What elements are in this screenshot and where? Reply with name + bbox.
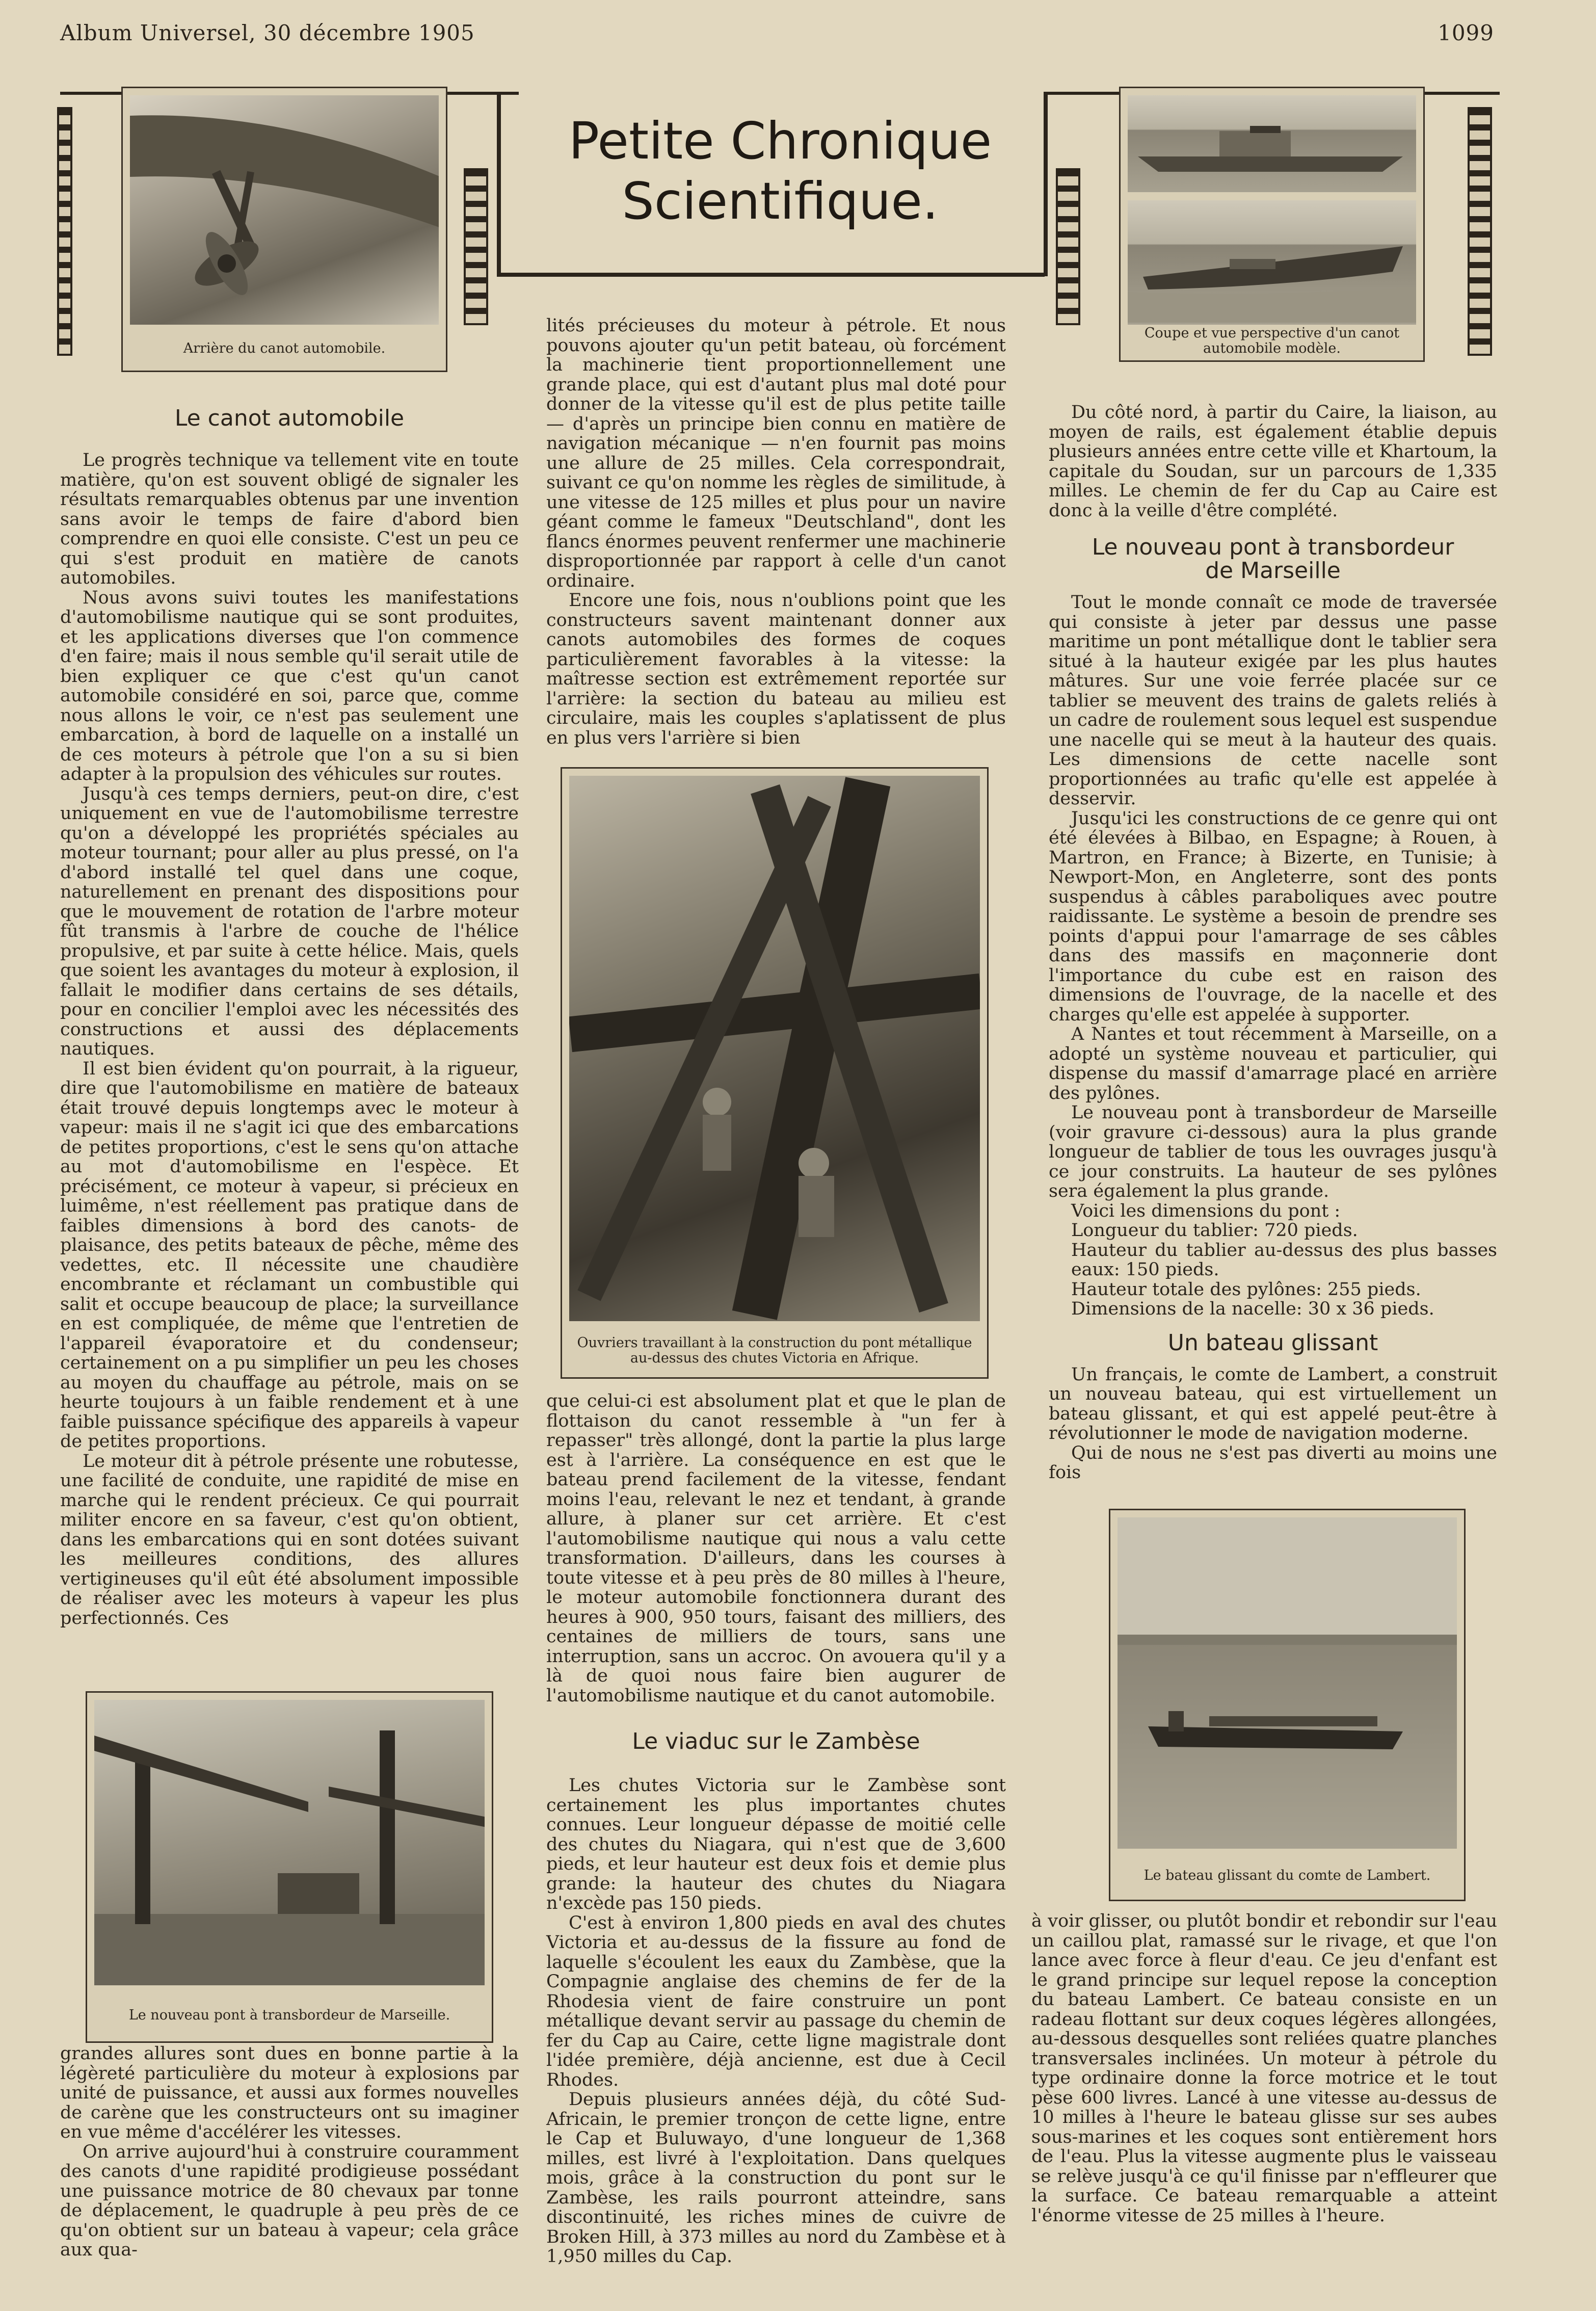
column-3 xyxy=(1049,403,1497,1483)
dimension-line: Hauteur du tablier au-dessus des plus basses eaux: 150 pieds. xyxy=(1071,1240,1497,1280)
paragraph: Le moteur dit à pétrole présente une robutesse, une facilité de conduite, une rapidité de mise en marche qui le rendent précieux. Ce qui pourrait militer encore en sa faveur, c'est qu'on obtient, dans les embarcations qui en sont dotées suivant les meilleures conditions, des allures vertigineuses qu'il eût été absolument impossible de réaliser avec les moteurs à vapeur les plus perfectionnés. Ces xyxy=(60,1451,519,1629)
caption-top-left: Arrière du canot automobile. xyxy=(183,340,386,356)
caption-bottom-left: Le nouveau pont à transbordeur de Marseille. xyxy=(128,2007,450,2023)
paragraph: Jusqu'ici les constructions de ce genre qui ont été élevées à Bilbao, en Espagne; à Rouen, à Martron, en France; à Bizerte, en Tunisie; à Newport-Mon, en Angleterre, sont des ponts suspendus à câbles paraboliques avec poutre raidissante. Le système a besoin de prendre ses points d'appui pour l'amarrage de ses câbles dans des massifs en maçonnerie dont l'importance du cube est en raison des dimensions de l'ouvrage, de la nacelle et des charges qu'elle est appelée à supporter. xyxy=(1049,808,1497,1025)
paragraph: Le nouveau pont à transbordeur de Marseille (voir gravure ci-dessous) aura la plus grande longueur de tablier de tous les ouvrages jusqu'à ce jour construits. La hauteur de ses pylônes sera également la plus grande. xyxy=(1049,1102,1497,1201)
paragraph: Tout le monde connaît ce mode de traversée qui consiste à jeter par dessus une passe maritime un pont métallique dont le tablier sera situé à la hauteur exigée par les plus hautes mâtures. Sur une voie ferrée placée sur ce tablier se meuvent des trains de galets reliés à un cadre de roulement sous lequel est suspendue une nacelle qui se meut à la hauteur des quais. Les dimensions de cette nacelle sont proportionnées au trafic qu'elle est appelée à desservir. xyxy=(1049,592,1497,809)
paragraph: Encore une fois, nous n'oublions point que les constructeurs savent maintenant donner aux canots automobiles des formes de coques particulièrement favorables à la vitesse: la maîtresse section est extrêmement reportée sur l'arrière: la section du bateau au milieu est circulaire, mais les couples s'aplatissent de plus en plus vers l'arrière si bien xyxy=(546,590,1006,748)
paragraph: On arrive aujourd'hui à construire couramment des canots d'une rapidité prodigieuse possédant une puissance motrice de 80 chevaux par tonne de déplacement, le quadruple à peu près de ce qu'on obtient sur un bateau à vapeur; cela grâce aux qua- xyxy=(60,2141,519,2260)
paragraph: Du côté nord, à partir du Caire, la liaison, au moyen de rails, est également établie depuis plusieurs années entre cette ville et Khartoum, la capitale du Soudan, sur un parcours de 1,335 milles. Le chemin de fer du Cap au Caire est donc à la veille d'être complété. xyxy=(1049,402,1497,521)
heading-pont-line1: Le nouveau pont à transbordeur xyxy=(1092,534,1454,560)
column-1-bottom xyxy=(60,2044,519,2260)
paragraph: A Nantes et tout récemment à Marseille, on a adopté un système nouveau et particulier, qui dispense du massif d'amarrage placé en arrière des pylônes. xyxy=(1049,1024,1497,1104)
masthead-title-line2: Scientifique. xyxy=(622,171,939,231)
ornament-left xyxy=(57,107,72,356)
paragraph: Il est bien évident qu'on pourrait, à la rigueur, dire que l'automobilisme en matière de bateaux était trouvé depuis longtemps avec le moteur à vapeur: mais il ne s'agit ici que des embarcations de petites proportions, c'est le sens qu'on attache au mot d'automobilisme en l'espèce. Et précisément, ce moteur à vapeur, si précieux en luimême, n'est réellement pas pratique dans de faibles dimensions à bord des canots- de plaisance, des petits bateaux de pêche, même des vedettes, etc. Il nécessite une chaudière encombrante et réclamant un combustible qui salit et occupe beaucoup de place; la surveillance en est compliquée, de même que l'entretien de l'appareil évaporatoire et du condenseur; certainement on a pu simplifier un peu les choses au moyen du chauffage au pétrole, mais on se heurte toujours à un faible rendement et à une faible puissance spécifique des appareils à vapeur de petites proportions. xyxy=(60,1058,519,1452)
paragraph: Les chutes Victoria sur le Zambèse sont certainement les plus importantes chutes connues. Leur longueur dépasse de moitié celle des chutes du Niagara, qui n'est que de 3,600 pieds, et leur hauteur est deux fois et demie plus grande: la hauteur des chutes du Niagara n'excède pas 150 pieds. xyxy=(546,1775,1006,1913)
paragraph: que celui-ci est absolument plat et que le plan de flottaison du canot ressemble à "un fer à repasser" très allongé, dont la partie la plus large est à l'arrière. La conséquence en est que le bateau prend facilement de la vitesse, fendant moins l'eau, relevant le nez et tendant, à grande allure, à planer sur cet arrière. Et c'est l'automobilisme nautique qui nous a valu cette transformation. D'ailleurs, dans les courses à toute vitesse et à peu près de 80 milles à l'heure, le moteur automobile fonctionnera durant des heures à 900, 950 tours, faisant des milliers, des centaines de milliers de tours, sans une interruption, sans un accroc. On avouera qu'il y a là de quoi nous faire bien augurer de l'automobilisme nautique et du canot automobile. xyxy=(546,1391,1006,1706)
caption-top-right: Coupe et vue perspective d'un canot automobile modèle. xyxy=(1144,325,1400,356)
heading-canot: Le canot automobile xyxy=(174,405,405,431)
caption-right: Le bateau glissant du comte de Lambert. xyxy=(1143,1868,1431,1883)
dimension-line: Longueur du tablier: 720 pieds. xyxy=(1071,1220,1358,1241)
marseille-bridge-photo xyxy=(94,1700,485,1985)
propeller-photo xyxy=(130,95,439,325)
figure-pont-marseille xyxy=(86,1691,493,2043)
ornament-right xyxy=(1468,107,1492,356)
column-1 xyxy=(60,407,519,1628)
lambert-boat-photo xyxy=(1118,1517,1457,1849)
ornament-center-right xyxy=(1056,168,1080,325)
caption-center: Ouvriers travaillant à la construction du pont métallique au-dessus des chutes Victoria en Afrique. xyxy=(577,1335,972,1366)
paragraph: Voici les dimensions du pont : xyxy=(1071,1200,1341,1221)
victoria-workers-photo xyxy=(569,776,980,1321)
figure-canot-modele xyxy=(1119,87,1425,362)
figure-bateau-glissant xyxy=(1109,1509,1466,1901)
dimension-line: Dimensions de la nacelle: 30 x 36 pieds. xyxy=(1071,1299,1434,1319)
running-head: Album Universel, 30 décembre 1905 xyxy=(60,20,475,45)
paragraph: Le progrès technique va tellement vite en toute matière, qu'on est souvent obligé de signaler les résultats remarquables obtenus par une invention sans avoir le temps de faire d'abord bien comprendre en quoi elle consiste. C'est un peu ce qui s'est produit en matière de canots automobiles. xyxy=(60,450,519,588)
heading-pont-line2: de Marseille xyxy=(1205,558,1341,584)
paragraph: à voir glisser, ou plutôt bondir et rebondir sur l'eau un caillou plat, ramassé sur le rivage, et que l'on lance avec force à fleur d'eau. Ce jeu d'enfant est le grand principe sur lequel repose la conception du bateau Lambert. Ce bateau consiste en un radeau flottant sur deux coques légères allongées, au-dessous desquelles sont reliées quatre planches transversales inclinées. Un moteur à pétrole du type ordinaire donne la force motrice et le tout pèse 600 livres. Lancé à une vitesse au-dessus de 10 milles à l'heure le bateau glisse sur ses aubes sous-marines et les coques sont entièrement hors de l'eau. Plus la vitesse augmente plus le vaisseau se relève jusqu'à ce qu'il finisse par n'effleurer que la surface. Ce bateau remarquable a atteint l'énorme vitesse de 25 milles à l'heure. xyxy=(1031,1911,1497,2226)
column-2-middle xyxy=(546,1391,1006,2267)
paragraph: C'est à environ 1,800 pieds en aval des chutes Victoria et au-dessus de la fissure au fond de laquelle s'écoulent les eaux du Zambèse, que la Compagnie anglaise des chemins de fer de la Rhodesia vient de faire construire un pont métallique devant servir au passage du chemin de fer du Cap au Caire, cette ligne magistrale dont l'idée première, déjà ancienne, est due à Cecil Rhodes. xyxy=(546,1912,1006,2090)
paragraph: Un français, le comte de Lambert, a construit un nouveau bateau, qui est virtuellement un bateau glissant, et qui est appelé peut-être à révolutionner le mode de navigation moderne. xyxy=(1049,1364,1497,1443)
masthead-title xyxy=(515,111,1046,279)
dimension-line: Hauteur totale des pylônes: 255 pieds. xyxy=(1071,1279,1421,1300)
paragraph: Qui de nous ne s'est pas diverti au moins une fois xyxy=(1049,1442,1497,1483)
paragraph: grandes allures sont dues en bonne partie à la légèreté particulière du moteur à explosions par unité de puissance, et aussi aux formes nouvelles de carène que les constructeurs ont su imaginer en vue même d'accélérer les vitesses. xyxy=(60,2043,519,2142)
paragraph: Nous avons suivi toutes les manifestations d'automobilisme nautique qui se sont produites, et les applications diverses que l'on commence d'en faire; mais il nous semble qu'il serait utile de bien expliquer ce que c'est qu'un canot automobile considéré en soi, parce que, comme nous allons le voir, ce n'est pas seulement une embarcation, à bord de laquelle on a installé un de ces moteurs à pétrole que l'on a su si bien adapter à la propulsion des véhicules sur routes. xyxy=(60,587,519,784)
masthead-title-line1: Petite Chronique xyxy=(568,111,992,171)
figure-canot-arriere xyxy=(121,87,447,372)
column-3-bottom xyxy=(1031,1911,1497,2225)
heading-pont xyxy=(1049,536,1497,583)
paragraph: lités précieuses du moteur à pétrole. Et nous pouvons ajouter qu'un petit bateau, où forcément la machinerie tient proportionnellement une grande place, qui est d'autant plus mal doté pour donner de la vitesse qu'il est de plus petite taille — d'après un principe bien connu en matière de navigation mécanique — n'en fournit pas moins une allure de 25 milles. Cela correspondrait, suivant ce qu'on nomme les règles de similitude, à une vitesse de 125 milles et plus pour un navire géant comme le fameux "Deutschland", dont les flancs énormes peuvent renfermer une machinerie disproportionnée par rapport à celle d'un canot ordinaire. xyxy=(546,316,1006,591)
boat-section-photo xyxy=(1128,95,1416,192)
column-2-top xyxy=(546,316,1006,748)
paragraph: Depuis plusieurs années déjà, du côté Sud-Africain, le premier tronçon de cette ligne, entre le Cap et Buluwayo, d'une longueur de 1,368 milles, est livré à l'exploitation. Dans quelques mois, grâce à la construction du pont sur le Zambèse, les rails pourront atteindre, sans discontinuité, les riches mines de cuivre de Broken Hill, à 373 milles au nord du Zambèse et à 1,950 milles du Cap. xyxy=(546,2089,1006,2267)
figure-pont-victoria xyxy=(561,767,989,1379)
page-number: 1099 xyxy=(1438,20,1494,45)
ornament-center-left xyxy=(464,168,488,325)
heading-bateau: Un bateau glissant xyxy=(1167,1329,1378,1356)
boat-perspective-photo xyxy=(1128,200,1416,325)
paragraph: Jusqu'à ces temps derniers, peut-on dire, c'est uniquement en vue de l'automobilisme terrestre qu'on a développé les propriétés spéciales au moteur tournant; pour aller au plus pressé, on l'a d'abord installé tel quel dans une coque, naturellement en prenant des dispositions pour que le mouvement de rotation de l'arbre moteur fût transmis à l'arbre de couche de l'hélice propulsive, et par suite à cette hélice. Mais, quels que soient les avantages du moteur à explosion, il fallait le modifier dans certains de ses détails, pour en concilier l'emploi avec les nécessités des constructions et aussi des déplacements nautiques. xyxy=(60,783,519,1059)
heading-zambese: Le viaduc sur le Zambèse xyxy=(632,1728,920,1754)
